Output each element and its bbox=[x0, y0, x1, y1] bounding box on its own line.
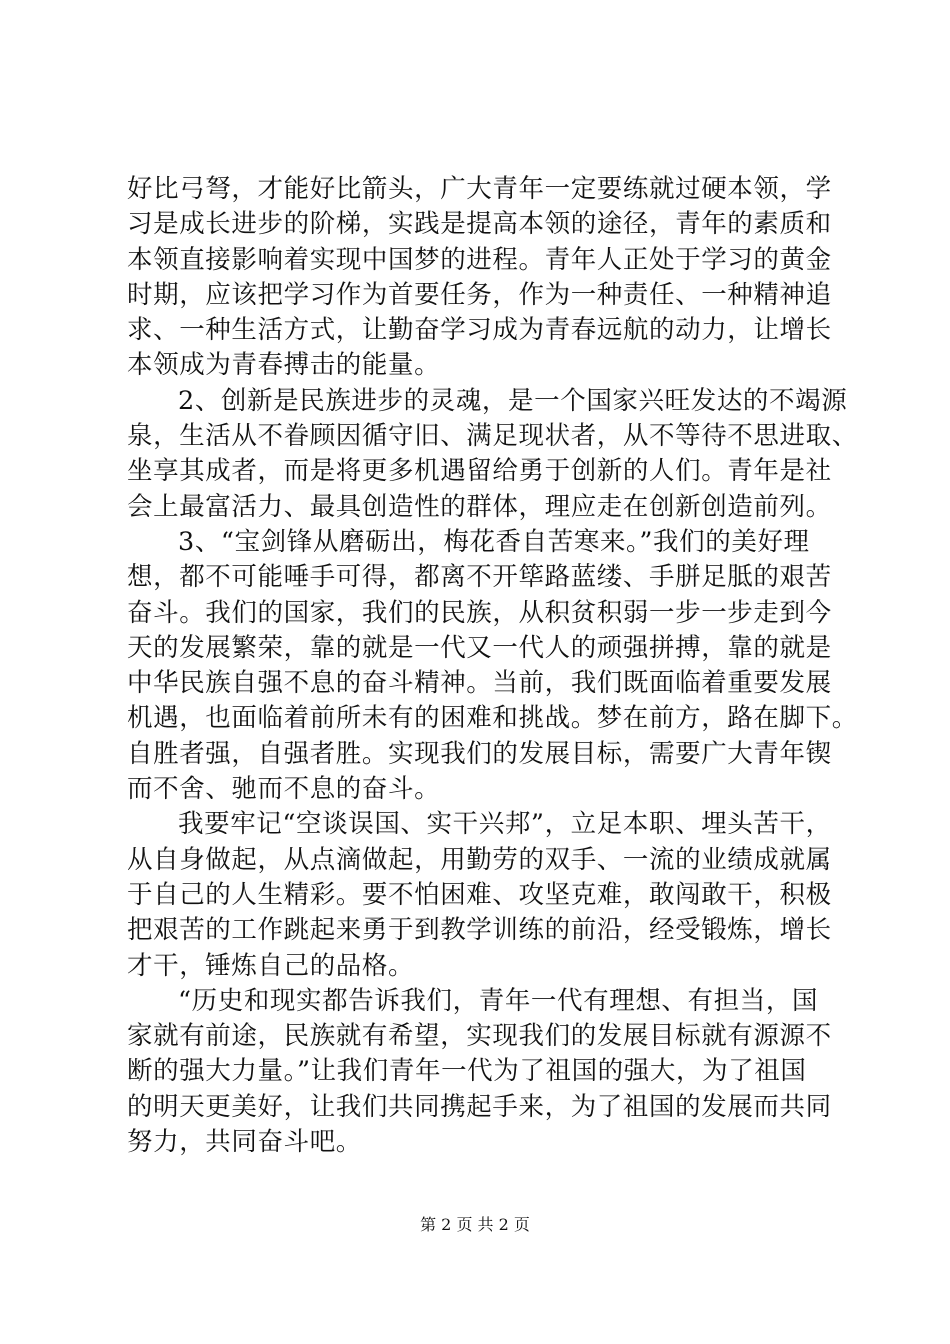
text-line: 习是成长进步的阶梯，实践是提高本领的途径，青年的素质和 bbox=[127, 209, 832, 240]
text-line: 泉，生活从不眷顾因循守旧、满足现状者，从不等待不思进取、 bbox=[127, 421, 858, 452]
text-line: 坐享其成者，而是将更多机遇留给勇于创新的人们。青年是社 bbox=[127, 456, 832, 487]
text-line: 奋斗。我们的国家，我们的民族，从积贫积弱一步一步走到今 bbox=[127, 597, 832, 628]
text-line: 求、一种生活方式，让勤奋学习成为青春远航的动力，让增长 bbox=[127, 315, 832, 346]
text-line: 时期，应该把学习作为首要任务，作为一种责任、一种精神追 bbox=[127, 279, 832, 310]
text-line: 3、“宝剑锋从磨砺出，梅花香自苦寒来。”我们的美好理 bbox=[178, 526, 810, 557]
text-line: 从自身做起，从点滴做起，用勤劳的双手、一流的业绩成就属 bbox=[127, 844, 832, 875]
text-line: 的明天更美好，让我们共同携起手来，为了祖国的发展而共同 bbox=[127, 1091, 832, 1122]
text-line: 努力，共同奋斗吧。 bbox=[127, 1127, 362, 1158]
page-footer: 第 2 页 共 2 页 bbox=[420, 1215, 530, 1234]
text-line: 而不舍、驰而不息的奋斗。 bbox=[127, 774, 441, 805]
text-line: 断的强大力量。”让我们青年一代为了祖国的强大，为了祖国 bbox=[127, 1056, 807, 1087]
text-line: 机遇，也面临着前所未有的困难和挑战。梦在前方，路在脚下。 bbox=[127, 703, 858, 734]
text-line: 把艰苦的工作跳起来勇于到教学训练的前沿，经受锻炼，增长 bbox=[127, 915, 832, 946]
text-line: 自胜者强，自强者胜。实现我们的发展目标，需要广大青年锲 bbox=[127, 738, 832, 769]
text-line: 天的发展繁荣，靠的就是一代又一代人的顽强拼搏，靠的就是 bbox=[127, 632, 832, 663]
text-line: 会上最富活力、最具创造性的群体，理应走在创新创造前列。 bbox=[127, 491, 832, 522]
text-line: 2、创新是民族进步的灵魂，是一个国家兴旺发达的不竭源 bbox=[178, 385, 848, 416]
text-line: 中华民族自强不息的奋斗精神。当前，我们既面临着重要发展 bbox=[127, 668, 832, 699]
text-line: 好比弓弩，才能好比箭头，广大青年一定要练就过硬本领，学 bbox=[127, 174, 832, 204]
text-line: 家就有前途，民族就有希望，实现我们的发展目标就有源源不 bbox=[127, 1021, 832, 1052]
text-line: 于自己的人生精彩。要不怕困难、攻坚克难，敢闯敢干，积极 bbox=[127, 879, 832, 910]
document-body bbox=[127, 172, 858, 1160]
text-line: 本领直接影响着实现中国梦的进程。青年人正处于学习的黄金 bbox=[127, 244, 832, 275]
text-line: “历史和现实都告诉我们，青年一代有理想、有担当，国 bbox=[178, 985, 819, 1016]
text-line: 本领成为青春搏击的能量。 bbox=[127, 350, 441, 381]
text-line: 才干，锤炼自己的品格。 bbox=[127, 950, 415, 981]
text-line: 我要牢记“空谈误国、实干兴邦”，立足本职、埋头苦干， bbox=[178, 809, 832, 840]
text-line: 想，都不可能唾手可得，都离不开筚路蓝缕、手胼足胝的艰苦 bbox=[127, 562, 832, 593]
